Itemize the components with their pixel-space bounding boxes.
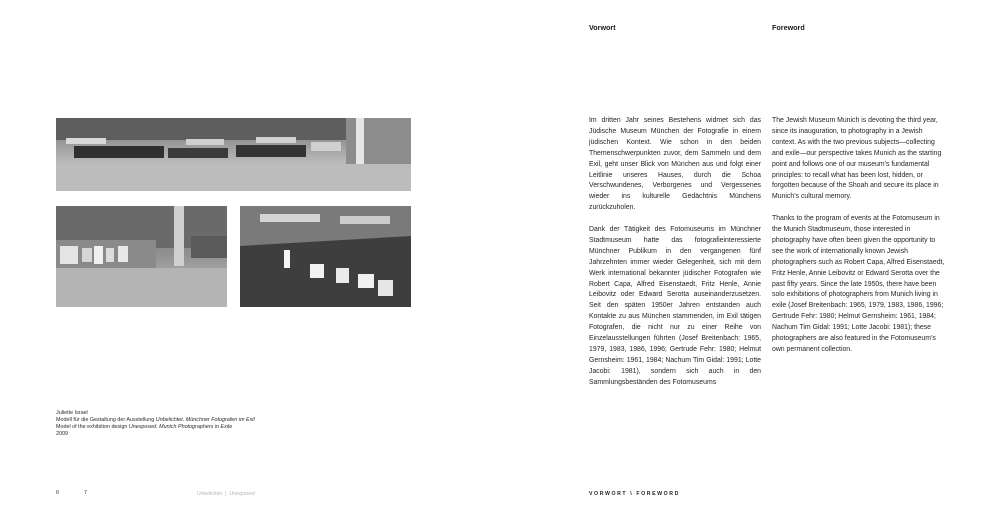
heading-vorwort: Vorwort <box>589 23 616 32</box>
photo-caption <box>56 410 255 438</box>
body-text-english <box>772 116 946 367</box>
caption-author: Juliette Israel <box>56 410 88 416</box>
exhibition-model-photo-left <box>56 206 227 307</box>
page-number: 7 <box>84 490 88 496</box>
right-page <box>500 0 1000 526</box>
running-title: Unbelichtet | Unexposed <box>197 491 255 497</box>
caption-model-de: Modell für die Gestaltung der Ausstellung Unbelichtet. Münchner Fotografen im Exil <box>56 417 255 423</box>
caption-model-en: Model of the exhibition design Unexposed. Munich Photographers in Exile <box>56 424 233 430</box>
running-footer: VORWORT \ FOREWORD <box>589 491 680 497</box>
page-number: 6 <box>56 490 60 496</box>
paragraph: Thanks to the program of events at the Fotomuseum in the Munich Stadtmuseum, those interested in photography have often been given the opportunity to see the work of internationally known Jewish photographers such as Robert Capa, Alfred Eisenstaedt, Fritz Henle, Annie Leibovitz or Edward Serotta over the past fifty years. Since the late 1950s, there have been solo exhibitions of photographers from Munich living in exile (Josef Breitenbach: 1965, 1979, 1983, 1986, 1996; Gertrude Fehr: 1980; Helmut Gernsheim: 1961, 1984; Nachum Tim Gidal: 1991; Lotte Jacobi: 1981); these photographers are also featured in the Fotomuseum’s own permanent collection. <box>772 215 945 354</box>
paragraph: The Jewish Museum Munich is devoting the third year, since its inauguration, to photography in a Jewish context. As with the two previous subjects—collecting and exile—our perspective takes Munich as the starting point and follows one of our museum’s fundamental principles: to recall what has been lost, hidden, or forgotten because of the Shoah and secure its place in Munich’s cultural memory. <box>772 117 942 201</box>
paragraph: Dank der Tätigkeit des Fotomuseums im Münchner Stadtmuseum hatte das fotografieinteressierte Münchner Publikum in den vergangenen fünf Jahrzehnten immer wieder Gelegenheit, sich mit dem Werk international bekannter jüdischer Fotografen wie Robert Capa, Alfred Eisenstaedt, Fritz Henle, Annie Leibovitz oder Edward Serotta auseinanderzusetzen. Seit den späten 1950er Jahren entstanden auch Kontakte zu aus München stammenden, im Exil tätigen Fotografen, die nicht nur zu einer Reihe von Einzelausstellungen führten (Josef Breitenbach: 1965, 1979, 1983, 1986, 1996; Gertrude Fehr: 1980; Helmut Gernsheim: 1961, 1984; Nachum Tim Gidal: 1991; Lotte Jacobi: 1981), sondern sich auch in den Sammlungsbeständen des Fotomuseums <box>589 226 761 386</box>
body-text-german <box>589 116 761 400</box>
caption-year: 2009 <box>56 431 68 437</box>
exhibition-model-photo-right <box>240 206 411 307</box>
exhibition-model-photo-wide <box>56 118 411 191</box>
paragraph: Im dritten Jahr seines Bestehens widmet sich das Jüdische Museum München der Fotografie in einem jüdischen Kontext. Wie schon in den beiden Themenschwerpunkten zuvor, dem Sammeln und dem Exil, geht unser Blick von München aus und folgt einer Leitlinie unseres Hauses, durch die Schoa Verschwundenes, Verborgenes und Vergessenes wieder ins kulturelle Gedächtnis Münchens zurückzuholen. <box>589 117 761 212</box>
heading-foreword: Foreword <box>772 23 805 32</box>
